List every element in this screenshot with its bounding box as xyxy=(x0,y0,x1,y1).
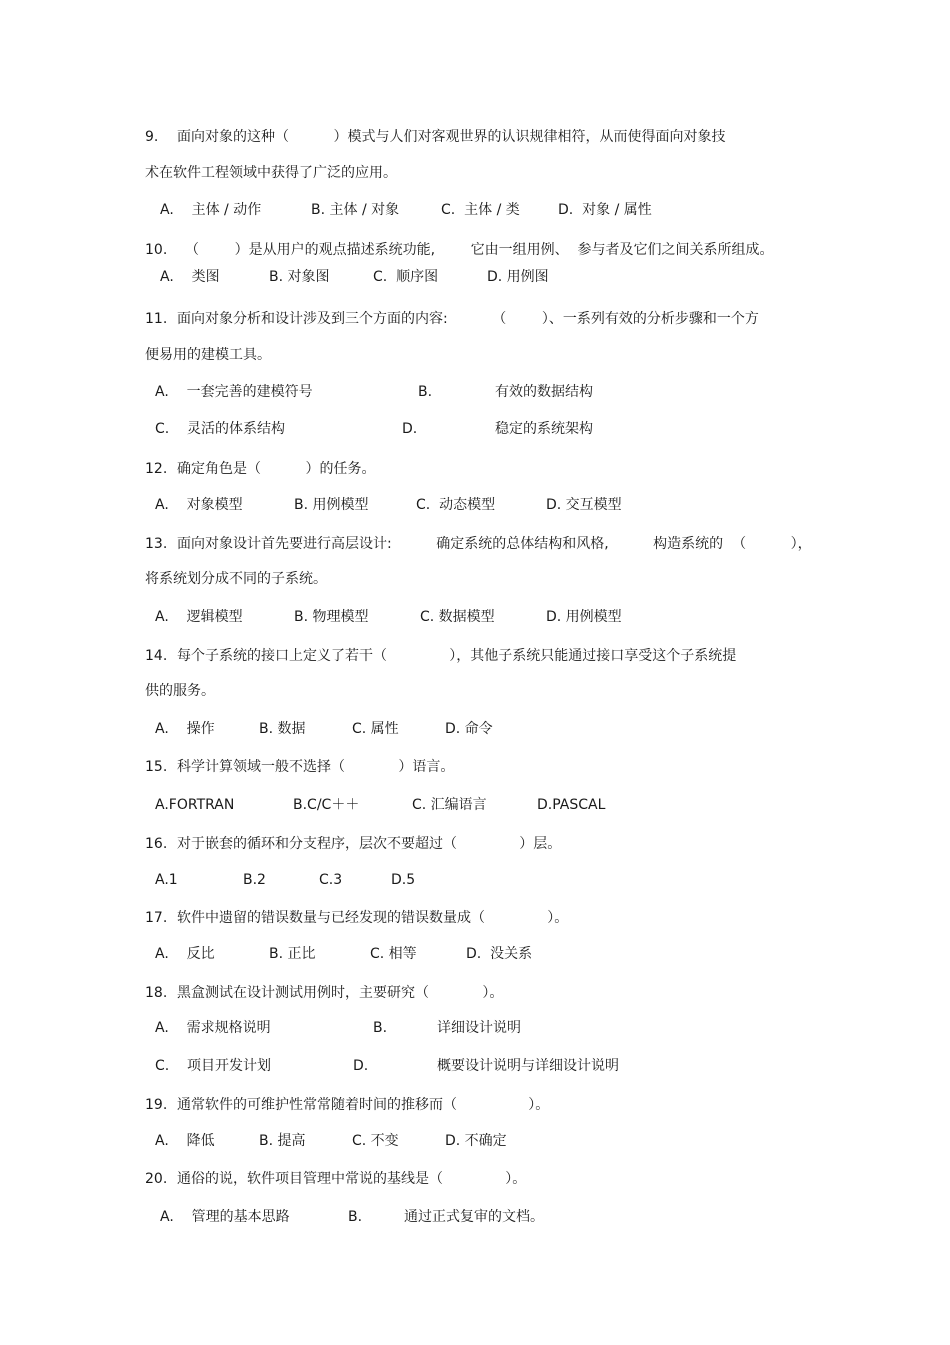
question-11-option-d-text: 稳定的系统架构 xyxy=(495,421,593,437)
question-15-option-c: C. 汇编语言 xyxy=(412,797,487,813)
question-18-option-a: A. 需求规格说明 xyxy=(155,1020,271,1036)
question-16-text: 对于嵌套的循环和分支程序，层次不要超过（ ）层。 xyxy=(177,836,562,852)
question-14-text: 每个子系统的接口上定义了若干（ ），其他子系统只能通过接口享受这个子系统提 xyxy=(177,648,737,664)
question-18-option-d-text: 概要设计说明与详细设计说明 xyxy=(437,1058,619,1074)
question-16-option-a: A.1 xyxy=(155,872,178,888)
question-13-option-a: A. 逻辑模型 xyxy=(155,609,243,625)
question-13-option-c: C. 数据模型 xyxy=(420,609,495,625)
question-10-text: （ ）是从用户的观点描述系统功能, 它由一组用例、 参与者及它们之间关系所组成。 xyxy=(185,242,774,258)
question-17-option-d: D. 没关系 xyxy=(466,946,533,962)
question-20-option-a: A. 管理的基本思路 xyxy=(160,1209,290,1225)
question-19-option-c: C. 不变 xyxy=(352,1133,399,1149)
question-20-option-b-letter: B. xyxy=(348,1209,363,1225)
question-16-number: 16. xyxy=(145,836,168,852)
question-19-option-d: D. 不确定 xyxy=(445,1133,507,1149)
question-9-option-c: C. 主体 / 类 xyxy=(441,202,520,218)
question-10-number: 10. xyxy=(145,242,168,258)
question-14-text-cont: 供的服务。 xyxy=(145,683,215,699)
question-15-number: 15. xyxy=(145,759,168,775)
question-9-option-b: B. 主体 / 对象 xyxy=(311,202,400,218)
question-13-text: 面向对象设计首先要进行高层设计: 确定系统的总体结构和风格, 构造系统的 （ ）， xyxy=(177,536,812,552)
question-20-text: 通俗的说，软件项目管理中常说的基线是（ ）。 xyxy=(177,1171,527,1187)
question-17-option-b: B. 正比 xyxy=(269,946,316,962)
question-13-option-b: B. 物理模型 xyxy=(294,609,369,625)
question-16-option-c: C.3 xyxy=(319,872,343,888)
question-18-option-d-letter: D. xyxy=(353,1058,369,1074)
question-11-text: 面向对象分析和设计涉及到三个方面的内容: （ ）、一系列有效的分析步骤和一个方 xyxy=(177,311,759,327)
question-12-option-a: A. 对象模型 xyxy=(155,497,243,513)
question-20-option-b-text: 通过正式复审的文档。 xyxy=(404,1209,544,1225)
question-11-option-d-letter: D. xyxy=(402,421,418,437)
question-11-text-cont: 便易用的建模工具。 xyxy=(145,347,271,363)
question-19-text: 通常软件的可维护性常常随着时间的推移而（ ）。 xyxy=(177,1097,550,1113)
question-12-option-b: B. 用例模型 xyxy=(294,497,369,513)
question-10-option-c: C. 顺序图 xyxy=(373,269,439,285)
question-17-option-a: A. 反比 xyxy=(155,946,215,962)
question-17-number: 17. xyxy=(145,910,168,926)
question-10-option-a: A. 类图 xyxy=(160,269,220,285)
question-9-text-cont: 术在软件工程领域中获得了广泛的应用。 xyxy=(145,165,397,181)
question-15-text: 科学计算领域一般不选择（ ）语言。 xyxy=(177,759,455,775)
question-16-option-d: D.5 xyxy=(391,872,416,888)
question-18-option-c: C. 项目开发计划 xyxy=(155,1058,272,1074)
question-9-option-a: A. 主体 / 动作 xyxy=(160,202,262,218)
question-19-option-b: B. 提高 xyxy=(259,1133,306,1149)
question-11-option-a: A. 一套完善的建模符号 xyxy=(155,384,313,400)
question-18-option-b-text: 详细设计说明 xyxy=(437,1020,521,1036)
question-11-option-b-text: 有效的数据结构 xyxy=(495,384,593,400)
question-9-number: 9. xyxy=(145,129,159,145)
question-20-number: 20. xyxy=(145,1171,168,1187)
question-16-option-b: B.2 xyxy=(243,872,266,888)
question-11-option-c: C. 灵活的体系结构 xyxy=(155,421,286,437)
question-14-option-b: B. 数据 xyxy=(259,721,306,737)
question-11-number: 11. xyxy=(145,311,168,327)
question-11-option-b-letter: B. xyxy=(418,384,433,400)
question-18-option-b-letter: B. xyxy=(373,1020,388,1036)
question-12-option-c: C. 动态模型 xyxy=(416,497,496,513)
question-18-number: 18. xyxy=(145,985,168,1001)
question-19-option-a: A. 降低 xyxy=(155,1133,215,1149)
question-17-text: 软件中遗留的错误数量与已经发现的错误数量成（ ）。 xyxy=(177,910,569,926)
question-12-number: 12. xyxy=(145,461,168,477)
question-13-text-cont: 将系统划分成不同的子系统。 xyxy=(145,571,327,587)
question-14-option-d: D. 命令 xyxy=(445,721,493,737)
question-9-option-d: D. 对象 / 属性 xyxy=(558,202,652,218)
question-15-option-b: B.C/C＋＋ xyxy=(293,797,360,813)
question-15-option-d: D.PASCAL xyxy=(537,797,606,813)
question-14-option-c: C. 属性 xyxy=(352,721,399,737)
question-9-text: 面向对象的这种（ ）模式与人们对客观世界的认识规律相符，从而使得面向对象技 xyxy=(177,129,726,145)
question-17-option-c: C. 相等 xyxy=(370,946,417,962)
question-19-number: 19. xyxy=(145,1097,168,1113)
question-12-option-d: D. 交互模型 xyxy=(546,497,622,513)
question-13-number: 13. xyxy=(145,536,168,552)
question-15-option-a: A.FORTRAN xyxy=(155,797,235,813)
question-14-number: 14. xyxy=(145,648,168,664)
question-13-option-d: D. 用例模型 xyxy=(546,609,622,625)
question-10-option-d: D. 用例图 xyxy=(487,269,549,285)
question-14-option-a: A. 操作 xyxy=(155,721,215,737)
question-10-option-b: B. 对象图 xyxy=(269,269,330,285)
question-18-text: 黑盒测试在设计测试用例时，主要研究（ ）。 xyxy=(177,985,504,1001)
question-12-text: 确定角色是（ ）的任务。 xyxy=(177,461,376,477)
